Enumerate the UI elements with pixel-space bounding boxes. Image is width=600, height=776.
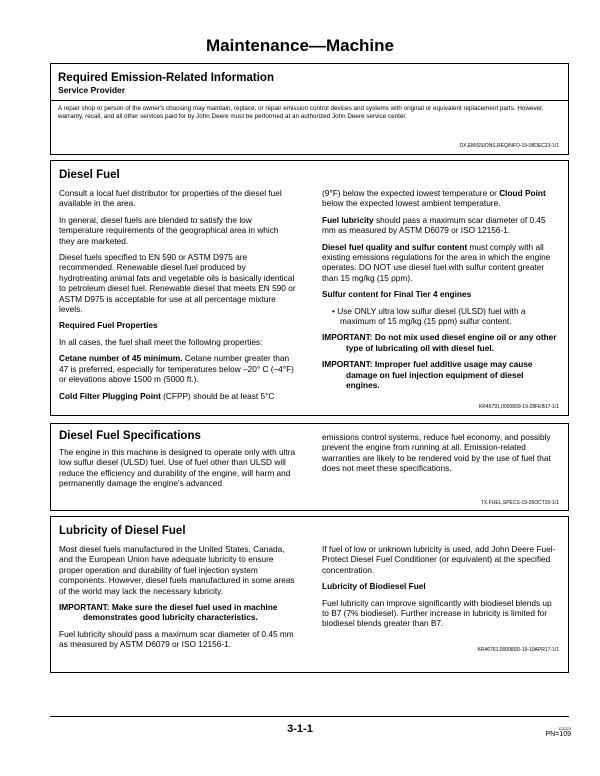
label: Fuel lubricity bbox=[322, 214, 374, 225]
right-column bbox=[322, 432, 559, 495]
text: Use ONLY ultra low sulfur diesel (ULSD) fuel with a maximum of 15 mg/kg (15 ppm) sulfur content. bbox=[337, 305, 526, 327]
text: below the expected lowest ambient temperature. bbox=[322, 198, 501, 209]
section-title: Diesel Fuel bbox=[59, 169, 120, 181]
page-number: 3-1-1 bbox=[287, 723, 313, 735]
paragraph: In all cases, the fuel shall meet the following properties: bbox=[59, 336, 263, 347]
paragraph: Consult a local fuel distributor for properties of the diesel fuel available in the area. bbox=[59, 188, 282, 209]
important-note: IMPORTANT: Improper fuel additive usage may cause damage on fuel injection equipment of diesel engines. bbox=[322, 359, 533, 391]
footer-code: 112223 bbox=[557, 726, 571, 731]
section-fuel-specifications bbox=[50, 423, 569, 511]
paragraph bbox=[59, 391, 296, 401]
section-emission-info bbox=[50, 63, 569, 155]
left-column bbox=[59, 188, 296, 407]
text: should pass a maximum scar diameter of 0.45 mm as measured by ASTM D6079 or ISO 12156-1. bbox=[322, 214, 546, 236]
paragraph bbox=[59, 353, 296, 384]
section-subtitle: Service Provider bbox=[58, 85, 126, 95]
reference-code: KR46761,000080D-19-10APR17-1/1 bbox=[477, 647, 559, 653]
page-title: Maintenance—Machine bbox=[206, 36, 394, 55]
section-diesel-fuel bbox=[50, 160, 569, 416]
section-body: A repair shop or person of the owner's choosing may maintain, replace, or repair emission control devices and systems with original or equivalent replacement parts. However, warranty, recall, and all other services paid for by John Deere must be performed at an authorized John Deere service center. bbox=[58, 105, 544, 120]
right-column bbox=[322, 188, 559, 407]
paragraph: Most diesel fuels manufactured in the United States, Canada, and the European Union have adequate lubricity to ensure proper operation and durability of fuel injection system components. However, diesel fuels manufactured in some areas of the world may lack the necessary lubricity. bbox=[59, 544, 295, 596]
label: Cloud Point bbox=[499, 188, 546, 198]
paragraph: If fuel of low or unknown lubricity is used, add John Deere Fuel-Protect Diesel Fuel Conditioner (or equivalent) at the specified concentration. bbox=[322, 544, 556, 575]
subheading: Lubricity of Biodiesel Fuel bbox=[322, 581, 426, 592]
paragraph: Fuel lubricity should pass a maximum scar diameter of 0.45 mm as measured by ASTM D6079 or ISO 12156-1. bbox=[59, 628, 294, 650]
paragraph bbox=[322, 242, 559, 284]
text: Cetane number greater than 47 is preferred, especially for temperatures below –20° C (–4°F) or elevations above 1500 m (5000 ft.). bbox=[59, 353, 294, 385]
text: (9°F) below the expected lowest temperature or bbox=[322, 188, 500, 198]
left-column bbox=[59, 544, 296, 656]
subheading: Required Fuel Properties bbox=[59, 320, 158, 331]
section-title: Diesel Fuel Specifications bbox=[59, 430, 201, 442]
reference-code: DX,EMISSIONS,REQINFO-19-08DEC23-1/1 bbox=[459, 143, 559, 149]
bullet-icon: • bbox=[332, 305, 338, 316]
section-title: Lubricity of Diesel Fuel bbox=[59, 525, 186, 537]
paragraph: Diesel fuels specified to EN 590 or ASTM D975 are recommended. Renewable diesel fuel produced by hydrotreating animal fats and vegetable oils is basically identical to petroleum diesel fuel. Renewable diesel that meets EN 590 or ASTM D975 is acceptable for use at all percentage mixture levels. bbox=[59, 252, 296, 315]
paragraph: Fuel lubricity can improve significantly with biodiesel blends up to B7 (7% biodiesel). Further increase in lubricity is limited for biodiesel blends greater than B7. bbox=[322, 597, 552, 629]
text: (CFPP) should be at least 5°C bbox=[160, 390, 275, 401]
reference-code: KR46791,0000809-19-28FEB17-1/1 bbox=[478, 404, 559, 410]
bullet-item bbox=[322, 306, 559, 327]
text: must comply with all existing emissions regulations for the area in which the engine operates. DO NOT use diesel fuel with sulfur content greater than 15 mg/kg (15 ppm). bbox=[322, 241, 551, 283]
footer-pn bbox=[546, 726, 572, 738]
label: Cold Filter Plugging Point bbox=[59, 390, 161, 401]
important-note: IMPORTANT: Do not mix used diesel engine oil or any other type of lubricating oil with diesel fuel. bbox=[322, 332, 557, 353]
left-column bbox=[59, 447, 296, 495]
reference-code: TX,FUEL,SPECS-19-26OCT20-1/1 bbox=[480, 500, 559, 506]
paragraph: emissions control systems, reduce fuel economy, and possibly prevent the engine from running at all. Emission-related warranties are likely to be rendered void by the use of fuel that does not meet these specifications. bbox=[322, 432, 551, 474]
paragraph: In general, diesel fuels are blended to satisfy the low temperature requirements of the geographical area in which they are marketed. bbox=[59, 214, 279, 246]
footer-divider bbox=[50, 716, 569, 717]
paragraph: The engine in this machine is designed to operate only with ultra low sulfur diesel (ULSD) fuel. Use of fuel other than ULSD will reduce the efficiency and durability of the engine, will harm and permanently damage the engine's advanced bbox=[59, 447, 296, 489]
important-note: IMPORTANT: Make sure the diesel fuel used in machine demonstrates good lubricity characteristics. bbox=[59, 602, 278, 623]
paragraph bbox=[322, 215, 559, 236]
label: Diesel fuel quality and sulfur content bbox=[322, 241, 468, 252]
subheading: Sulfur content for Final Tier 4 engines bbox=[322, 289, 472, 300]
pn-number: PN=109 bbox=[545, 731, 571, 738]
right-column bbox=[322, 544, 559, 656]
paragraph bbox=[322, 188, 559, 209]
section-title: Required Emission-Related Information bbox=[58, 72, 274, 84]
label: Cetane number of 45 minimum. bbox=[59, 353, 183, 364]
section-lubricity bbox=[50, 516, 569, 673]
